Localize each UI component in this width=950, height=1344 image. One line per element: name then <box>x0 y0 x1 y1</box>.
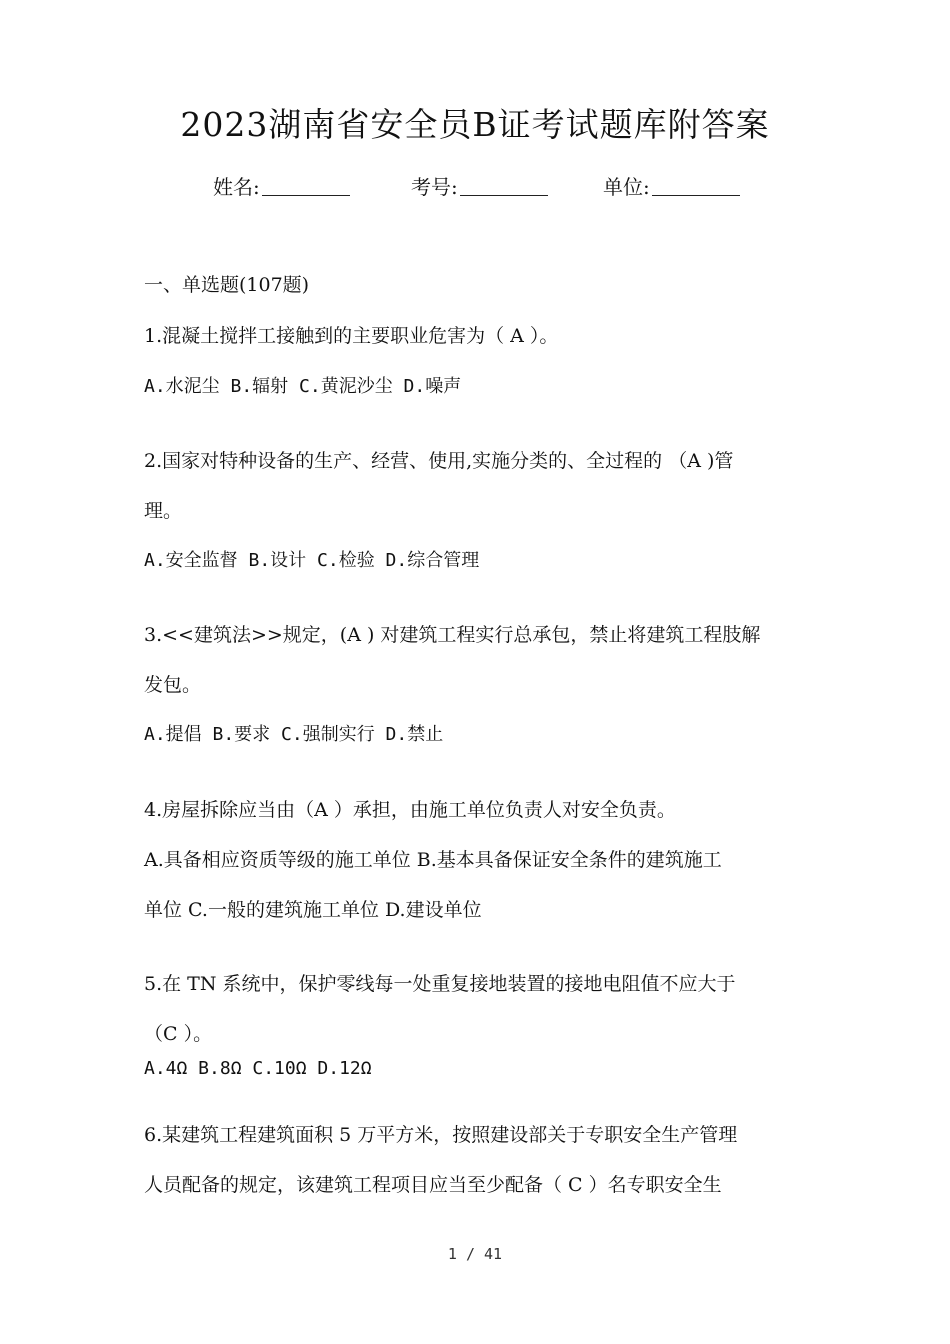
page-number: 1 / 41 <box>447 1245 503 1263</box>
unit-blank-line <box>652 173 740 196</box>
unit-label: 单位: <box>603 175 650 199</box>
question-3-options: A.提倡 B.要求 C.强制实行 D.禁止 <box>144 724 444 745</box>
exam-number-label: 考号: <box>411 175 458 199</box>
name-blank-line <box>262 173 350 196</box>
question-2-text: 2.国家对特种设备的生产、经营、使用,实施分类的、全过程的 （A )管 <box>144 450 734 472</box>
question-4-options-cont: 单位 C.一般的建筑施工单位 D.建设单位 <box>144 899 482 921</box>
question-3-text: 3.<<建筑法>>规定，(A ) 对建筑工程实行总承包，禁止将建筑工程肢解 <box>144 624 761 646</box>
name-field <box>213 172 350 202</box>
question-1-options: A.水泥尘 B.辐射 C.黄泥沙尘 D.噪声 <box>144 376 462 397</box>
question-6-text: 6.某建筑工程建筑面积 5 万平方米，按照建设部关于专职安全生产管理 <box>144 1124 738 1146</box>
document-title: 2023湖南省安全员B证考试题库附答案 <box>180 105 770 144</box>
question-1-text: 1.混凝土搅拌工接触到的主要职业危害为（ A ）。 <box>144 325 559 347</box>
question-2-text-cont: 理。 <box>144 500 183 522</box>
question-2-options: A.安全监督 B.设计 C.检验 D.综合管理 <box>144 550 480 571</box>
exam-number-blank-line <box>460 173 548 196</box>
question-6-text-cont: 人员配备的规定，该建筑工程项目应当至少配备（ C ）名专职安全生 <box>144 1174 722 1196</box>
question-5-text: 5.在 TN 系统中，保护零线每一处重复接地装置的接地电阻值不应大于 <box>144 973 736 995</box>
section-heading: 一、单选题(107题) <box>144 274 310 296</box>
question-3-text-cont: 发包。 <box>144 674 202 696</box>
exam-number-field <box>411 172 548 202</box>
candidate-info-row <box>0 172 950 202</box>
unit-field <box>603 172 740 202</box>
question-5-options: A.4Ω B.8Ω C.10Ω D.12Ω <box>144 1058 372 1079</box>
question-4-text: 4.房屋拆除应当由（A ）承担，由施工单位负责人对安全负责。 <box>144 799 676 821</box>
question-5-text-cont: （C ）。 <box>144 1023 213 1045</box>
name-label: 姓名: <box>213 175 260 199</box>
question-4-options: A.具备相应资质等级的施工单位 B.基本具备保证安全条件的建筑施工 <box>144 849 722 871</box>
